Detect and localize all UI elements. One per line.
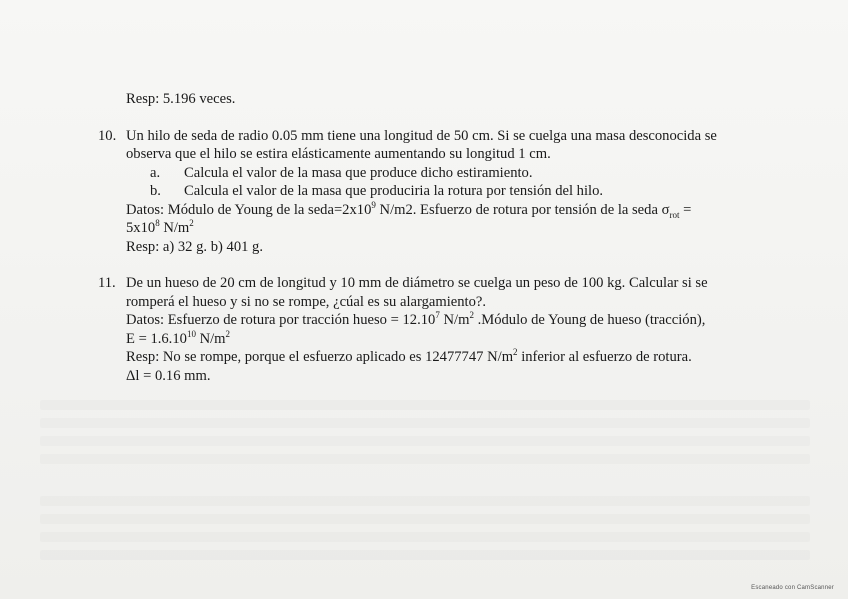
bleed-through-line [40, 550, 810, 560]
problem-statement-line: romperá el hueso y si no se rompe, ¿cúal es su alargamiento?. [126, 293, 486, 310]
exponent: 2 [189, 218, 194, 229]
sub-question-b [126, 182, 798, 201]
bleed-through-line [40, 514, 810, 524]
given-data [126, 201, 798, 220]
problem-11 [98, 274, 798, 385]
answer-text: inferior al esfuerzo de rotura. [517, 349, 692, 365]
given-data-text: .Módulo de Young de hueso (tracción), [473, 312, 706, 328]
scanner-watermark: Escaneado con CamScanner [751, 585, 834, 591]
bleed-through-line [40, 436, 810, 446]
sub-question-letter: a. [150, 164, 161, 181]
given-data-text: Datos: Módulo de Young de la seda=2x10 [126, 201, 372, 218]
sub-question-letter: b. [150, 183, 161, 199]
sub-question-text: Calcula el valor de la masa que produciria la rotura por tensión del hilo. [184, 183, 604, 199]
problem-number: 10. [98, 127, 117, 144]
document-body [98, 90, 798, 403]
exponent: 2 [225, 328, 231, 339]
given-data-text: 5x10 [126, 220, 156, 236]
given-data-text: Datos: Esfuerzo de rotura por tracción hueso = 12.10 [126, 312, 436, 328]
problem-10 [98, 127, 798, 257]
answer-elongation: Δl = 0.16 mm. [126, 367, 211, 384]
exponent: 8 [155, 218, 160, 229]
subscript: rot [669, 209, 680, 220]
bleed-through-line [40, 496, 810, 506]
given-data-text: N/m [439, 312, 470, 328]
answer-text: Resp: No se rompe, porque el esfuerzo aplicado es 12477747 N/m [126, 349, 514, 365]
given-data-text: N/m2. Esfuerzo de rotura por tensión de la seda σ [375, 201, 670, 218]
given-data-continued [126, 219, 798, 238]
exponent: 2 [469, 310, 474, 321]
given-data-text: N/m [159, 220, 190, 236]
answer [126, 348, 798, 367]
given-data [126, 311, 798, 330]
given-data-continued [126, 330, 798, 349]
problem-number: 11. [98, 275, 116, 291]
exponent: 10 [186, 328, 196, 339]
sub-question-text: Calcula el valor de la masa que produce dicho estiramiento. [184, 164, 533, 181]
bleed-through-line [40, 418, 810, 428]
problem-statement-line: Un hilo de seda de radio 0.05 mm tiene una longitud de 50 cm. Si se cuelga una masa desconocida se [126, 127, 717, 144]
bleed-through-line [40, 532, 810, 542]
sub-question-a [126, 164, 798, 183]
exponent: 9 [371, 199, 376, 210]
given-data-text: N/m [195, 330, 226, 347]
bleed-through-line [40, 454, 810, 464]
answer: Resp: a) 32 g. b) 401 g. [126, 238, 264, 255]
problem-statement-line: observa que el hilo se estira elásticamente aumentando su longitud 1 cm. [126, 146, 551, 162]
given-data-text: E = 1.6.10 [126, 330, 187, 347]
previous-answer: Resp: 5.196 veces. [126, 91, 236, 107]
problem-statement-line: De un hueso de 20 cm de longitud y 10 mm de diámetro se cuelga un peso de 100 kg. Calcular si se [126, 275, 708, 291]
given-data-text: = [679, 201, 692, 218]
exponent: 7 [435, 310, 440, 321]
exponent: 2 [513, 347, 518, 358]
